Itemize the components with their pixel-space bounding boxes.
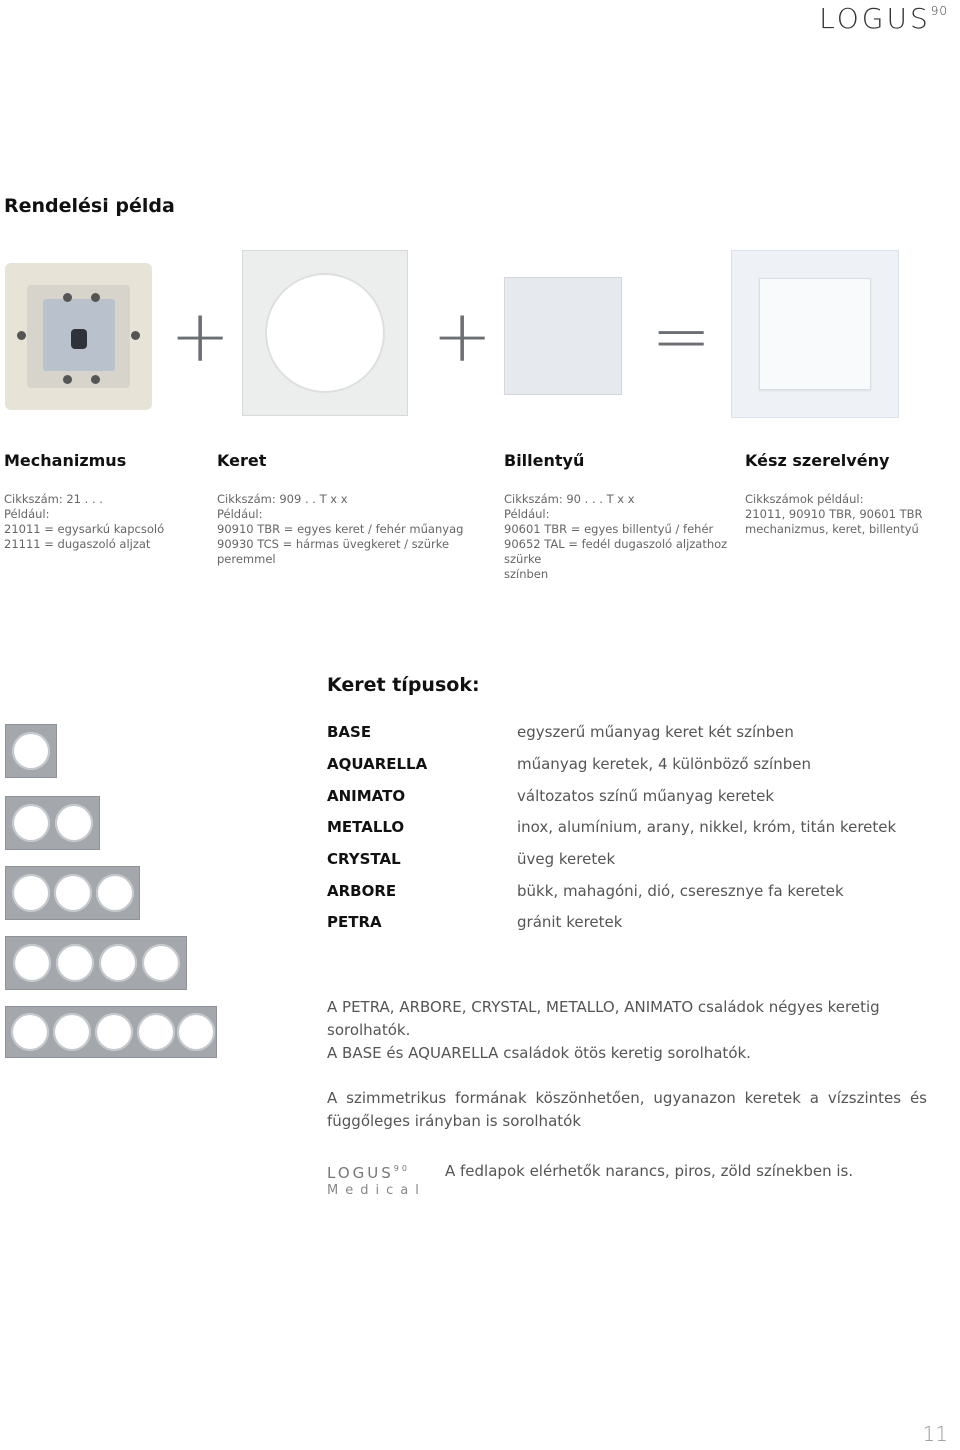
col-title-frame: Keret <box>217 451 267 470</box>
frame-strip-1 <box>5 724 57 778</box>
frame-type-name: PETRA <box>327 913 382 931</box>
rows-paragraph-line: A PETRA, ARBORE, CRYSTAL, METALLO, ANIMATO családok négyes keretig <box>327 998 880 1016</box>
frame-type-desc: bükk, mahagóni, dió, cseresznye fa keretek <box>517 882 844 900</box>
col-title-complete: Kész szerelvény <box>745 451 890 470</box>
plus-operator-2: + <box>432 294 493 378</box>
brand-name: LOGUS <box>819 2 931 35</box>
frame-strip-5 <box>5 1006 217 1058</box>
col-title-mechanism: Mechanizmus <box>4 451 127 470</box>
frame-type-desc: gránit keretek <box>517 913 623 931</box>
col-title-rocker: Billentyű <box>504 451 585 470</box>
frame-type-name: ANIMATO <box>327 787 406 805</box>
frame-type-desc: műanyag keretek, 4 különböző színben <box>517 755 811 773</box>
plus-operator-1: + <box>170 294 231 378</box>
medical-logo-sup: 90 <box>393 1164 410 1173</box>
complete-assembly-image <box>731 250 899 418</box>
frame-type-desc: inox, alumínium, arany, nikkel, króm, titán keretek <box>517 818 897 836</box>
frame-image <box>242 250 408 416</box>
frame-type-name: AQUARELLA <box>327 755 428 773</box>
medical-logo-sub: Medical <box>327 1183 426 1198</box>
medical-logo-name: LOGUS <box>327 1164 394 1182</box>
symmetry-paragraph-line: A szimmetrikus formának köszönhetően, ugyanazon keretek a vízszintes és <box>327 1089 927 1107</box>
brand-logo <box>819 2 948 35</box>
logus-medical-logo <box>327 1164 426 1198</box>
col-text-frame: Cikkszám: 909 . . T x x Például: 90910 TBR = egyes keret / fehér műanyag 90930 TCS = hármas üvegkeret / szürke peremmel <box>217 492 464 566</box>
brand-sup: 90 <box>930 4 948 18</box>
col-text-rocker: Cikkszám: 90 . . . T x x Például: 90601 TBR = egyes billentyű / fehér 90652 TAL = fedél dugaszoló aljzathoz szürke színben <box>504 492 728 581</box>
rows-paragraph-line: A BASE és AQUARELLA családok ötös keretig sorolhatók. <box>327 1044 751 1062</box>
col-text-mechanism: Cikkszám: 21 . . . Például: 21011 = egysarkú kapcsoló 21111 = dugaszoló aljzat <box>4 492 165 551</box>
rows-paragraph-line: sorolhatók. <box>327 1021 411 1039</box>
frame-type-name: CRYSTAL <box>327 850 401 868</box>
frame-strip-2 <box>5 796 100 850</box>
equals-operator: = <box>651 294 712 378</box>
frame-type-name: ARBORE <box>327 882 397 900</box>
rocker-image <box>504 277 622 395</box>
col-text-complete: Cikkszámok például: 21011, 90910 TBR, 90601 TBR mechanizmus, keret, billentyű <box>745 492 923 536</box>
symmetry-paragraph-line: függőleges irányban is sorolhatók <box>327 1112 582 1130</box>
frame-strip-3 <box>5 866 140 920</box>
ordering-title: Rendelési példa <box>4 195 175 217</box>
frame-type-name: BASE <box>327 723 372 741</box>
mechanism-image <box>5 263 152 410</box>
frame-types-title: Keret típusok: <box>327 674 480 696</box>
frame-type-desc: változatos színű műanyag keretek <box>517 787 775 805</box>
page-number: 11 <box>922 1422 948 1446</box>
symmetry-paragraph <box>327 1087 927 1133</box>
frame-type-name: METALLO <box>327 818 405 836</box>
frame-type-desc: üveg keretek <box>517 850 616 868</box>
frame-strip-4 <box>5 936 187 990</box>
rows-paragraph <box>327 996 927 1065</box>
frame-type-desc: egyszerű műanyag keret két színben <box>517 723 794 741</box>
cover-colors-note: A fedlapok elérhetők narancs, piros, zöld színekben is. <box>445 1162 854 1180</box>
